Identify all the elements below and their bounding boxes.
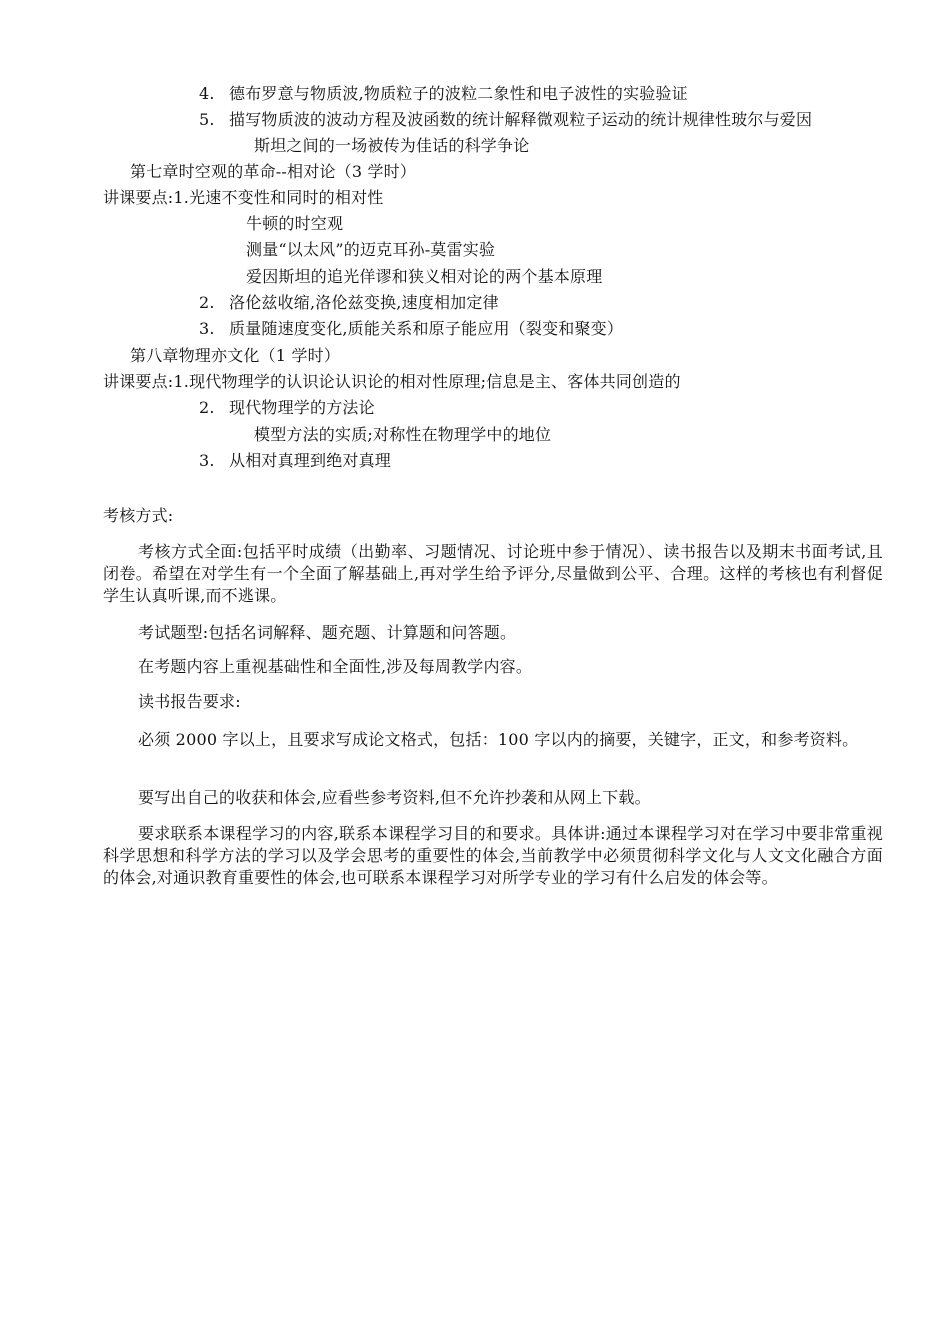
ch8-sub-1: 模型方法的实质;对称性在物理学中的地位 bbox=[254, 425, 552, 444]
assessment-paragraph-4: 读书报告要求: bbox=[138, 692, 241, 711]
item-number: 3. bbox=[199, 319, 215, 338]
ch7-point-1 bbox=[103, 188, 383, 208]
ch8-point-1 bbox=[103, 372, 681, 392]
points-label: 讲课要点:1. bbox=[103, 188, 190, 207]
points-label: 讲课要点:1. bbox=[103, 372, 190, 391]
item-number: 5. bbox=[199, 110, 215, 129]
ch7-item-3 bbox=[199, 319, 623, 339]
assessment-paragraph-1: 考核方式全面:包括平时成绩（出勤率、习题情况、讨论班中参于情况）、读书报告以及期末书面考试,且闭卷。希望在对学生有一个全面了解基础上,再对学生给予评分,尽量做到公平、合理。这样的考核也有利督促学生认真听课,而不逃课。 bbox=[103, 542, 883, 605]
chapter-8-title: 第八章物理亦文化（1 学时） bbox=[130, 346, 341, 365]
item-text: 洛伦兹收缩,洛伦兹变换,速度相加定律 bbox=[229, 293, 499, 312]
assessment-paragraph-5: 必须 2000 字以上，且要求写成论文格式，包括：100 字以内的摘要，关键字，正文，和参考资料。 bbox=[138, 730, 859, 749]
ch8-item-3 bbox=[199, 451, 391, 471]
item-number: 2. bbox=[199, 398, 215, 417]
point-text: 现代物理学的认识论认识论的相对性原理;信息是主、客体共同创造的 bbox=[189, 372, 681, 391]
item-text: 描写物质波的波动方程及波函数的统计解释微观粒子运动的统计规律性玻尔与爱因 bbox=[229, 110, 813, 129]
point-text: 光速不变性和同时的相对性 bbox=[189, 188, 384, 207]
assessment-paragraph-7: 要求联系本课程学习的内容,联系本课程学习目的和要求。具体讲:通过本课程学习对在学习中要非常重视科学思想和科学方法的学习以及学会思考的重要性的体会,当前教学中必须贯彻科学文化与人文文化融合方面的体会,对通识教育重要性的体会,也可联系本课程学习对所学专业的学习有什么启发的体会等。 bbox=[103, 824, 883, 887]
item-text: 质量随速度变化,质能关系和原子能应用（裂变和聚变） bbox=[229, 319, 624, 338]
assessment-paragraph-2: 考试题型:包括名词解释、题充题、计算题和问答题。 bbox=[138, 623, 517, 642]
assessment-heading: 考核方式: bbox=[103, 506, 174, 525]
item-number: 2. bbox=[199, 293, 215, 312]
item-number: 3. bbox=[199, 451, 215, 470]
ch8-item-2 bbox=[199, 398, 375, 418]
ch7-sub-3: 爱因斯坦的追光佯谬和狭义相对论的两个基本原理 bbox=[246, 267, 603, 286]
item-text: 从相对真理到绝对真理 bbox=[229, 451, 392, 470]
item-text: 现代物理学的方法论 bbox=[229, 398, 375, 417]
ch6-item-5 bbox=[199, 110, 812, 130]
ch6-item-4 bbox=[199, 84, 688, 104]
assessment-paragraph-3: 在考题内容上重视基础性和全面性,涉及每周教学内容。 bbox=[138, 657, 533, 676]
chapter-7-title: 第七章时空观的革命--相对论（3 学时） bbox=[130, 162, 417, 181]
ch7-sub-2: 测量“以太风”的迈克耳孙-莫雷实验 bbox=[246, 240, 496, 259]
assessment-paragraph-6: 要写出自己的收获和体会,应看些参考资料,但不允许抄袭和从网上下载。 bbox=[138, 788, 651, 807]
item-number: 4. bbox=[199, 84, 215, 103]
ch7-sub-1: 牛顿的时空观 bbox=[246, 214, 344, 233]
ch6-item-5-continuation: 斯坦之间的一场被传为佳话的科学争论 bbox=[254, 136, 530, 155]
ch7-item-2 bbox=[199, 293, 499, 313]
item-text: 德布罗意与物质波,物质粒子的波粒二象性和电子波性的实验验证 bbox=[229, 84, 688, 103]
